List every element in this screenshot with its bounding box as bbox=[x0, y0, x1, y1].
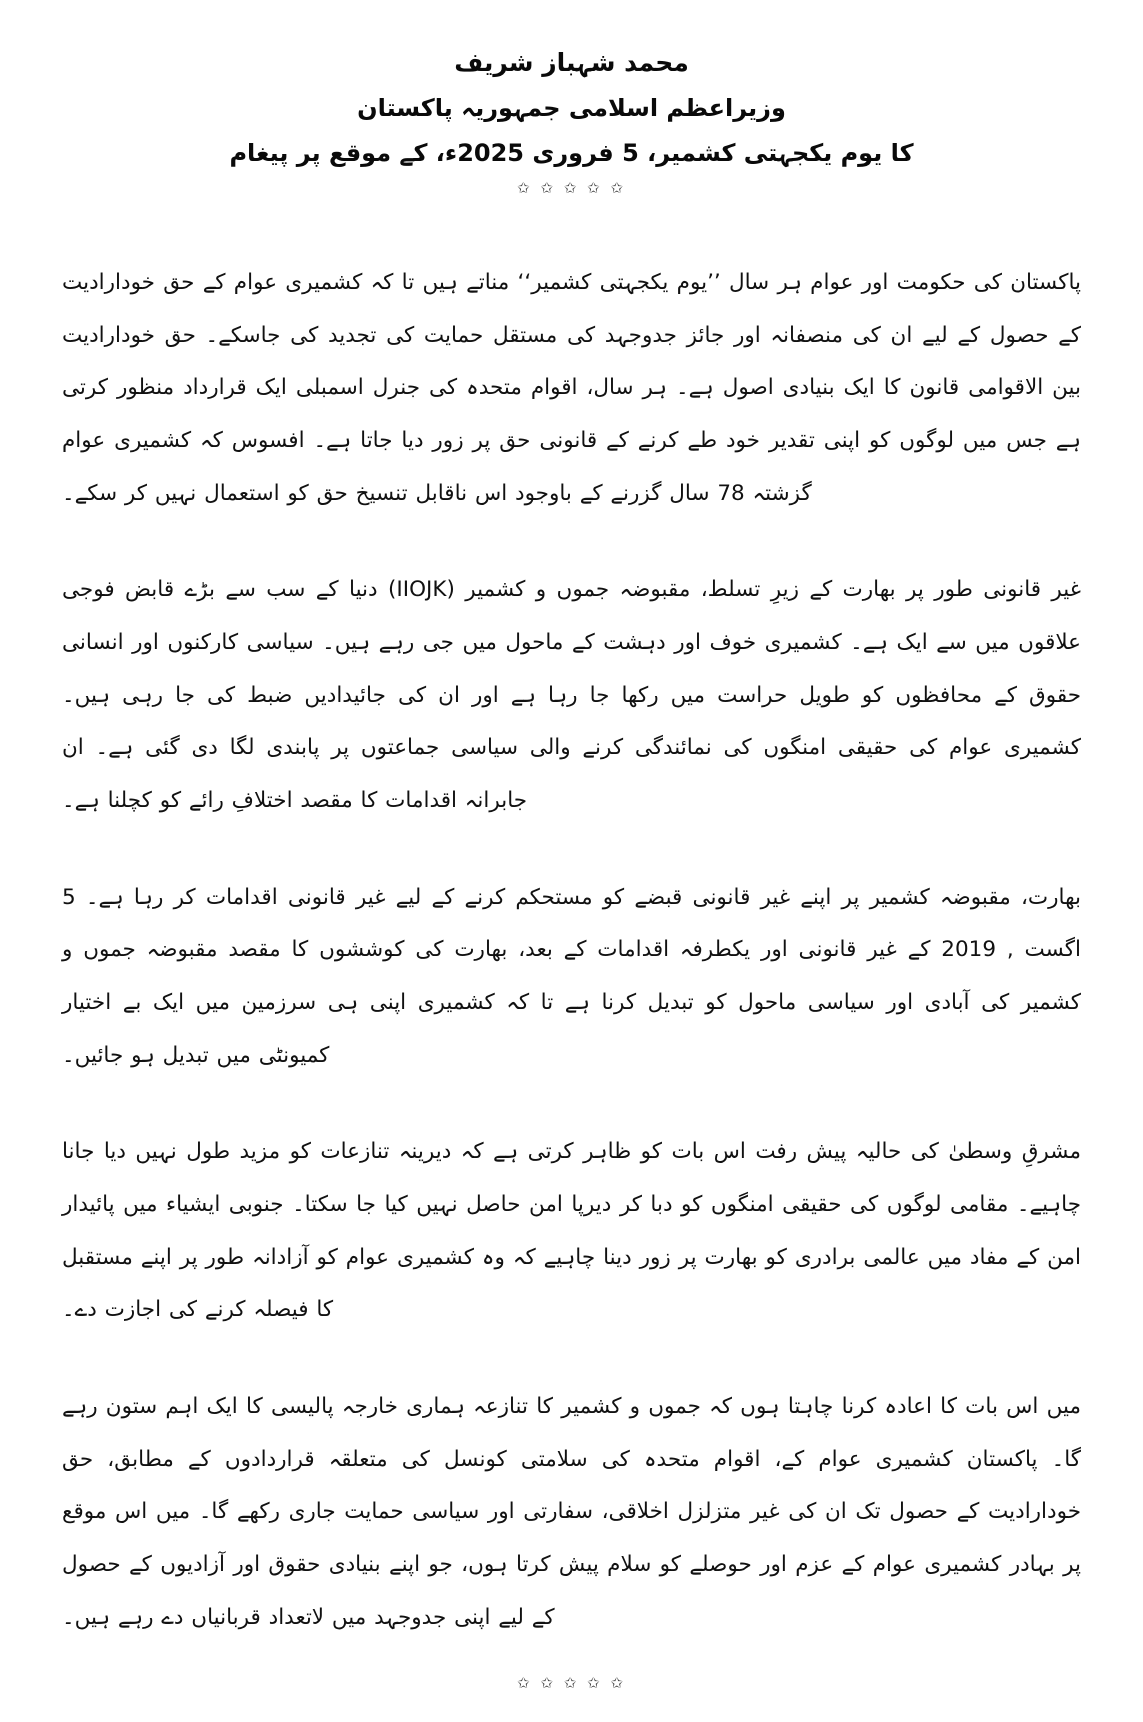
document-subject: کا یوم یکجہتی کشمیر، 5 فروری 2025ء، کے موقع پر پیغام bbox=[229, 138, 914, 167]
paragraph: غیر قانونی طور پر بھارت کے زیرِ تسلط، مقبوضہ جموں و کشمیر (IIOJK) دنیا کے سب سے بڑے قابض فوجی علاقوں میں سے ایک ہے۔ کشمیری خوف اور دہشت کے ماحول میں جی رہے ہیں۔ سیاسی کارکنوں اور انسانی حقوق کے محافظوں کو طویل حراست میں رکھا جا رہا ہے اور ان کی جائیدادیں ضبط کی جا رہی ہیں۔ کشمیری عوام کی حقیقی امنگوں کی نمائندگی کرنے والی سیاسی جماعتوں پر پابندی لگا دی گئی ہے۔ ان جابرانہ اقدامات کا مقصد اختلافِ رائے کو کچلنا ہے۔ bbox=[62, 577, 1081, 814]
paragraph: بھارت، مقبوضہ کشمیر پر اپنے غیر قانونی قبضے کو مستحکم کرنے کے لیے غیر قانونی اقدامات کر رہا ہے۔ 5 اگست , 2019 کے غیر قانونی اور یکطرفہ اقدامات کے بعد، بھارت کی کوششوں کا مقصد مقبوضہ جموں و کشمیر کی آبادی اور سیاسی ماحول کو تبدیل کرنا ہے تا کہ کشمیری اپنی ہی سرزمین میں ایک بے اختیار کمیونٹی میں تبدیل ہو جائیں۔ bbox=[62, 884, 1081, 1068]
paragraph: مشرقِ وسطیٰ کی حالیہ پیش رفت اس بات کو ظاہر کرتی ہے کہ دیرینہ تنازعات کو مزید طول نہیں دیا جانا چاہیے۔ مقامی لوگوں کی حقیقی امنگوں کو دبا کر دیرپا امن حاصل نہیں کیا جا سکتا۔ جنوبی ایشیاء میں پائیدار امن کے مفاد میں عالمی برادری کو بھارت پر زور دینا چاہیے کہ وہ کشمیری عوام کو آزادانہ طور پر اپنے مستقبل کا فیصلہ کرنے کی اجازت دے۔ bbox=[62, 1139, 1081, 1323]
paragraph: میں اس بات کا اعادہ کرنا چاہتا ہوں کہ جموں و کشمیر کا تنازعہ ہماری خارجہ پالیسی کا ایک اہم ستون رہے گا۔ پاکستان کشمیری عوام کے، اقوام متحدہ کی سلامتی کونسل کی متعلقہ قراردادوں کے مطابق، حق خودارادیت کے حصول تک ان کی غیر متزلزل اخلاقی، سفارتی اور سیاسی حمایت جاری رکھے گا۔ میں اس موقع پر بہادر کشمیری عوام کے عزم اور حوصلے کو سلام پیش کرتا ہوں، جو اپنے بنیادی حقوق اور آزادیوں کے حصول کے لیے اپنی جدوجہد میں لاتعداد قربانیاں دے رہے ہیں۔ bbox=[62, 1394, 1081, 1630]
document-body bbox=[62, 257, 1081, 1644]
author-name: محمد شہباز شریف bbox=[454, 48, 689, 77]
paragraph: پاکستان کی حکومت اور عوام ہر سال ’’یوم یکجہتی کشمیر‘‘ مناتے ہیں تا کہ کشمیری عوام کے حق خودارادیت کے حصول کے لیے ان کی منصفانہ اور جائز جدوجہد کی مستقل حمایت کی تجدید کی جاسکے۔ حق خودارادیت بین الاقوامی قانون کا ایک بنیادی اصول ہے۔ ہر سال، اقوام متحدہ کی جنرل اسمبلی ایک قرارداد منظور کرتی ہے جس میں لوگوں کو اپنی تقدیر خود طے کرنے کے قانونی حق پر زور دیا جاتا ہے۔ افسوس کہ کشمیری عوام گزشتہ 78 سال گزرنے کے باوجود اس ناقابل تنسیخ حق کو استعمال نہیں کر سکے۔ bbox=[62, 270, 1081, 506]
document-header bbox=[62, 40, 1081, 197]
author-title: وزیراعظم اسلامی جمہوریہ پاکستان bbox=[357, 94, 786, 123]
footer-divider-ornament: ✩ ✩ ✩ ✩ ✩ bbox=[517, 1674, 626, 1693]
header-divider-ornament: ✩ ✩ ✩ ✩ ✩ bbox=[517, 179, 626, 198]
